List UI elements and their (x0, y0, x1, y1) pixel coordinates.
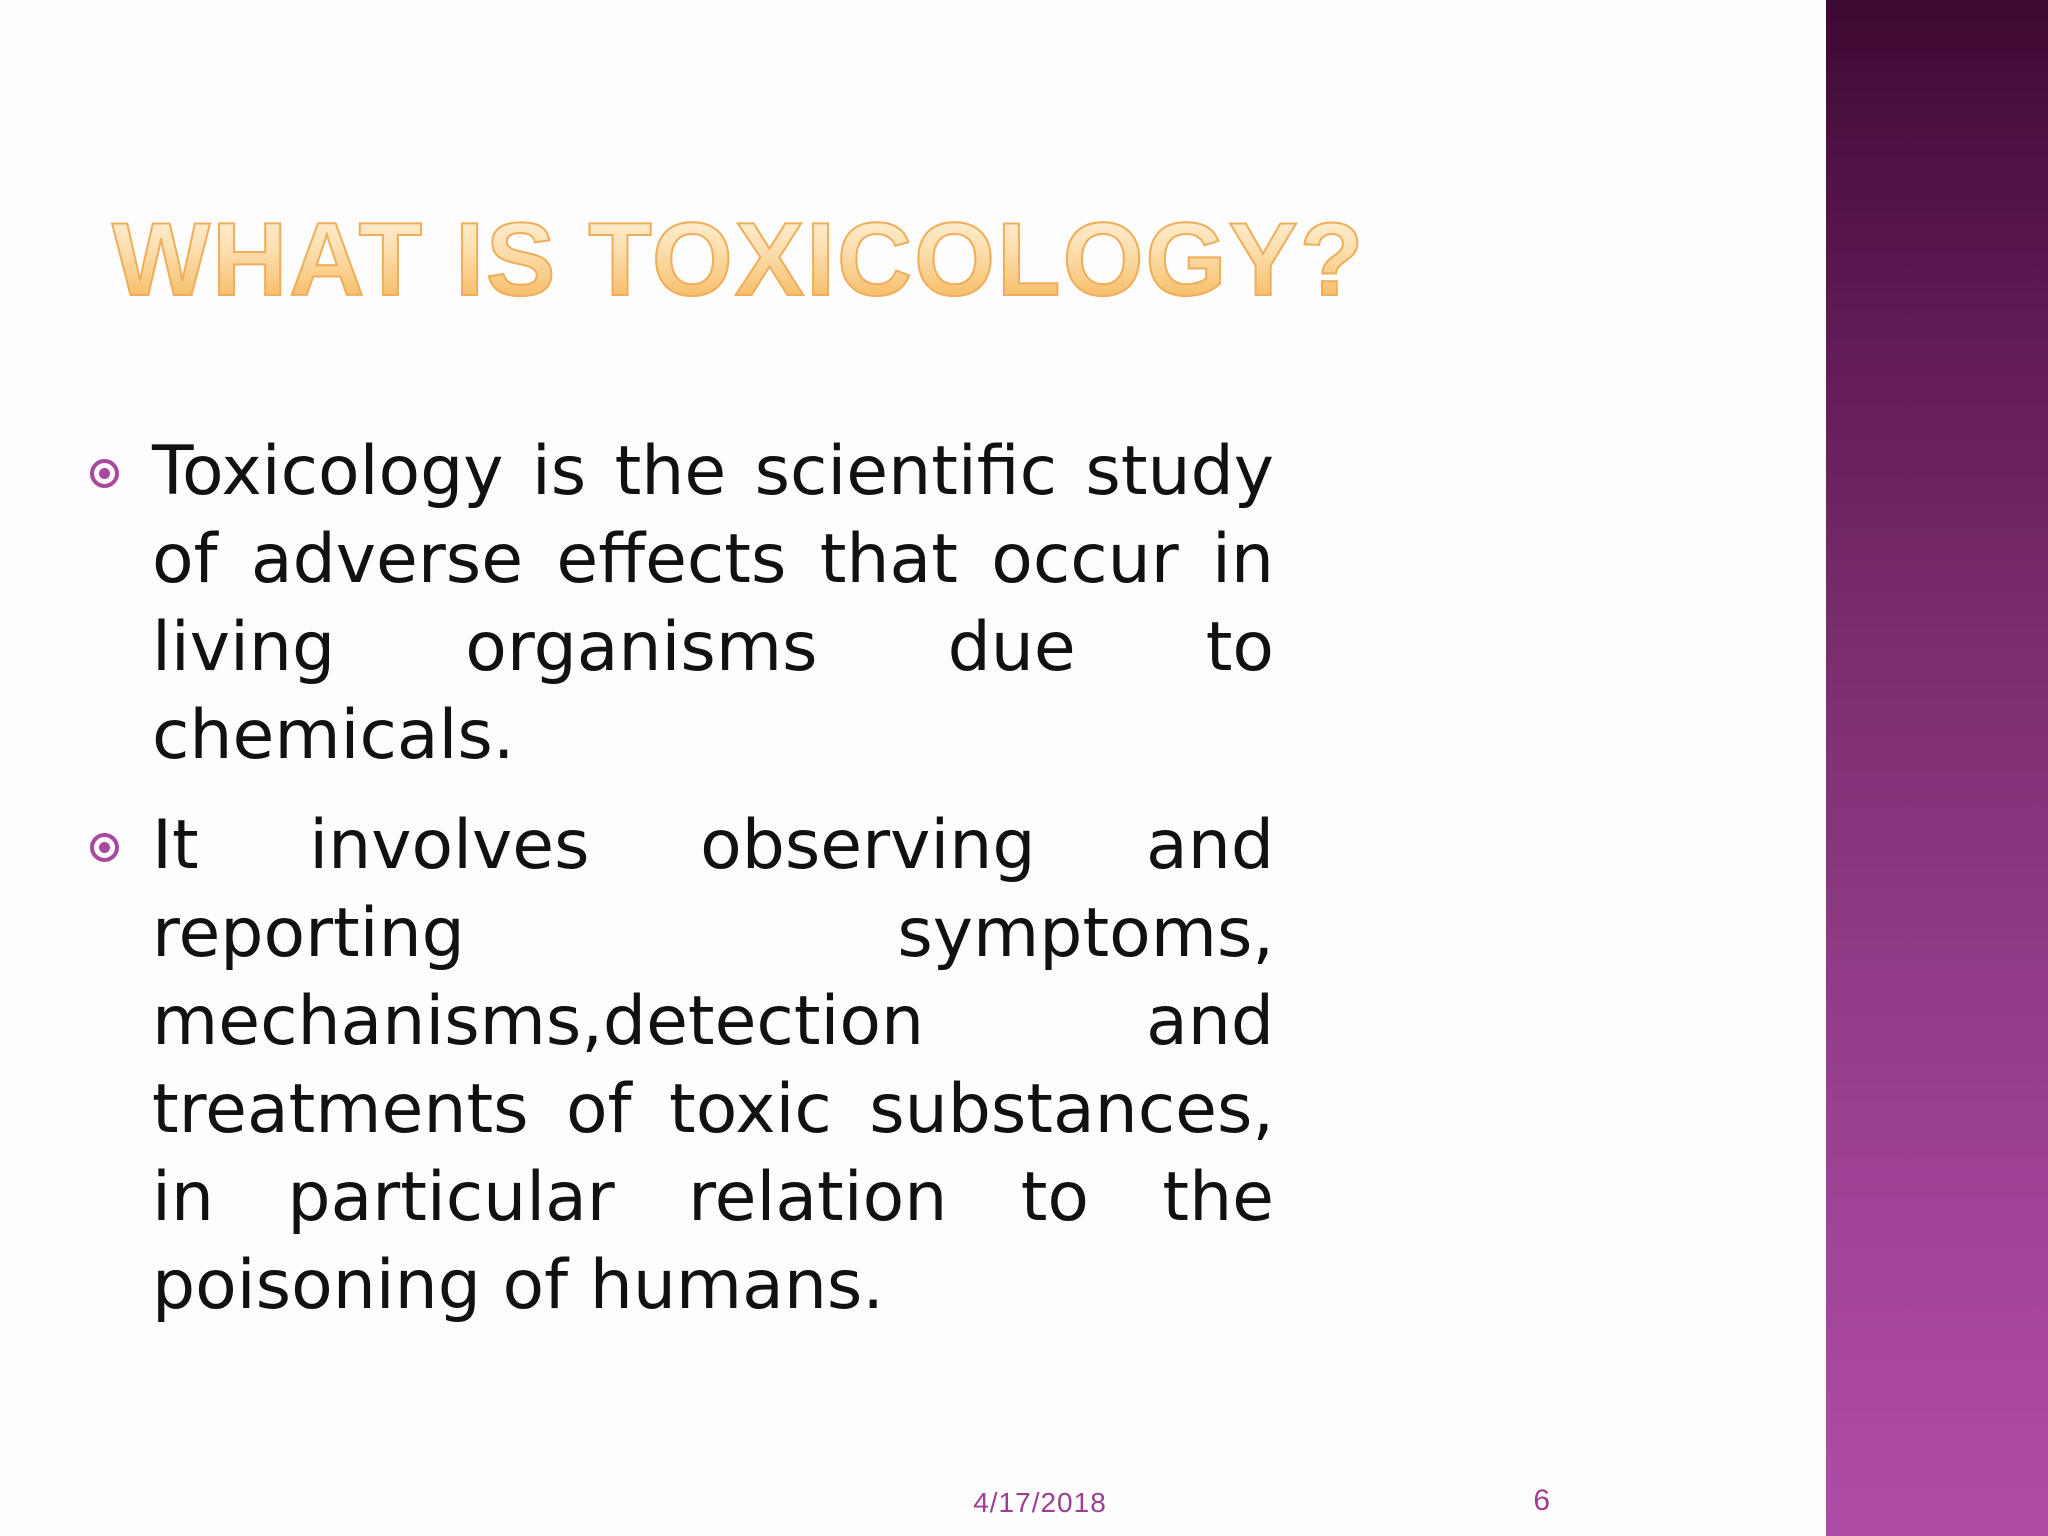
page-number: 6 (1533, 1484, 1550, 1517)
bullet-text: Toxicology is the scientific study of adverse effects that occur in living organisms due to chemicals. (152, 432, 1274, 775)
slide-title: WHAT IS TOXICOLOGY? (112, 196, 1365, 324)
bullet-text: It involves observing and reporting symptoms, mechanisms,detection and treatments of toxic substances, in particular relation to the poisoning of humans. (152, 806, 1274, 1325)
decorative-side-band (1826, 0, 2048, 1536)
target-bullet-icon (90, 833, 119, 862)
bullet-item (90, 802, 1274, 1330)
footer-date: 4/17/2018 (973, 1487, 1107, 1518)
bullet-list (90, 428, 1274, 1352)
target-bullet-icon (90, 459, 119, 488)
bullet-item (90, 428, 1274, 780)
